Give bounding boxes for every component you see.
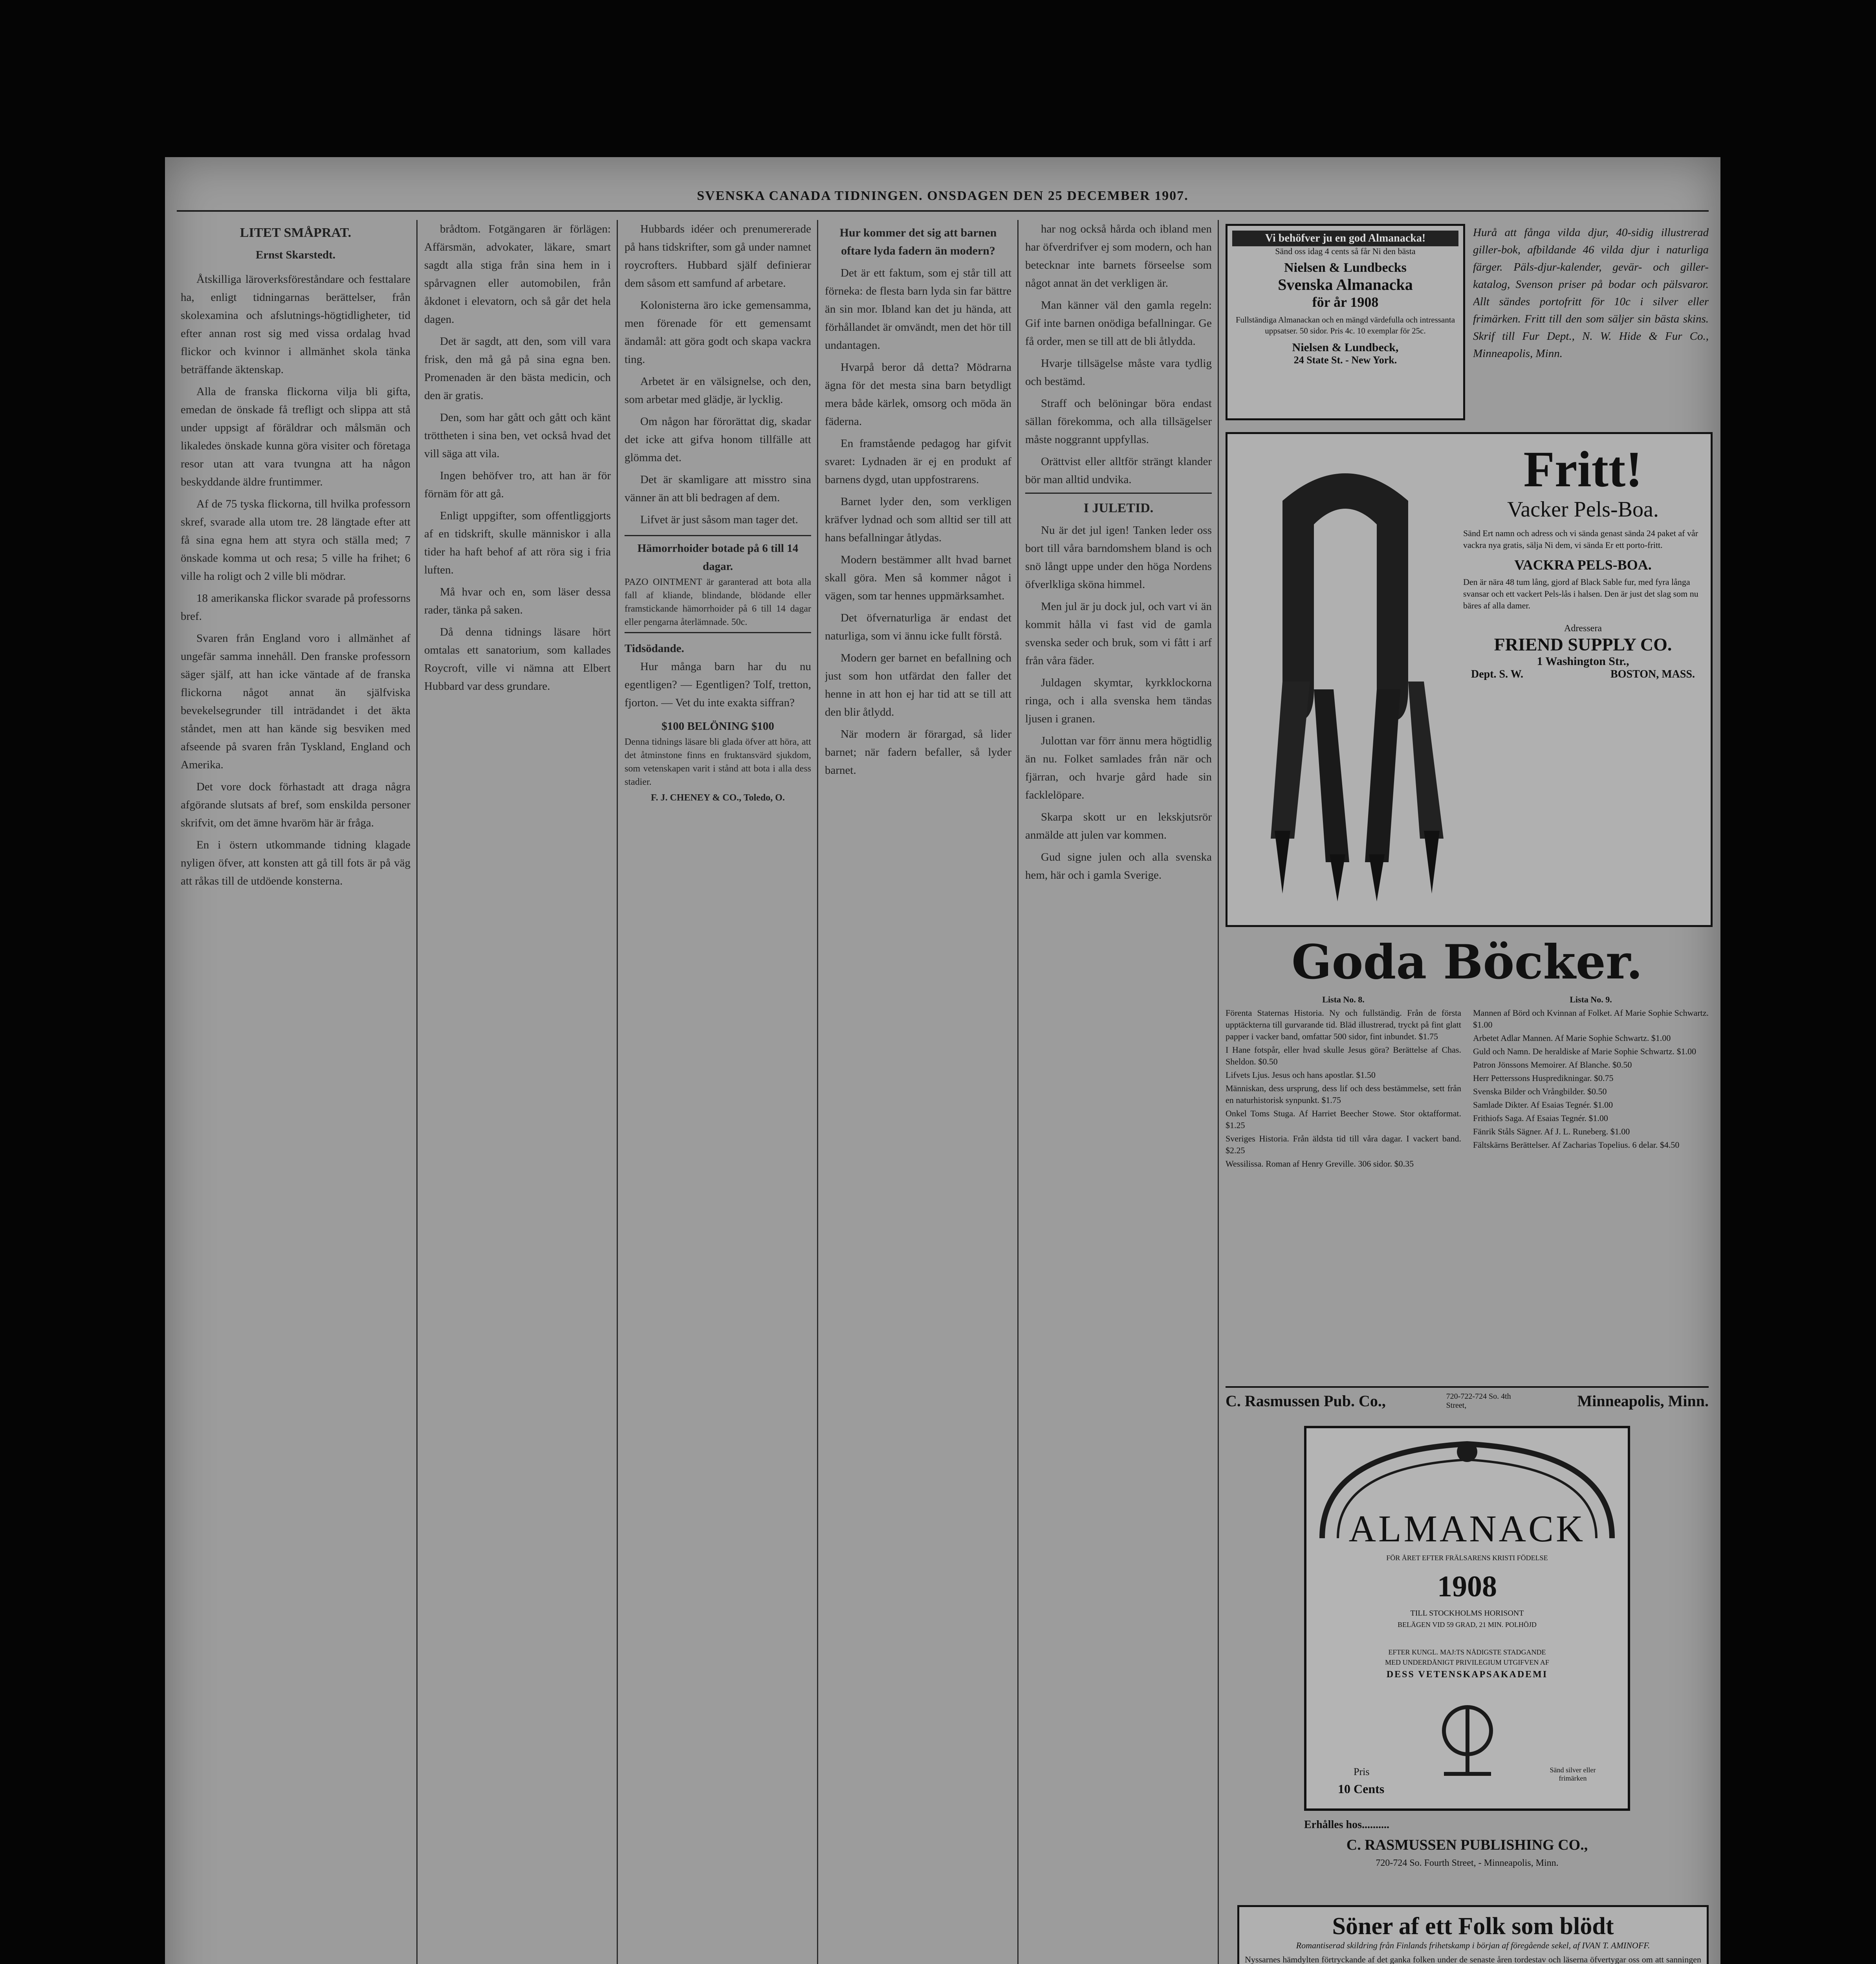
book-list-right: [1473, 994, 1709, 1171]
column-3: [625, 220, 811, 1964]
byline: Ernst Skarstedt.: [255, 249, 335, 261]
ad-title: Söner af ett Folk som blödt: [1332, 1913, 1614, 1940]
book-item: Människan, dess ursprung, dess lif och dess bestämmelse, sett från en naturhistorisk synpunkt. $1.75: [1226, 1083, 1461, 1105]
emblem-icon: [1424, 1695, 1511, 1782]
almanack-price-label: Pris: [1354, 1766, 1370, 1777]
almanack-year: 1908: [1437, 1570, 1497, 1603]
paragraph: Svaren från England voro i allmänhet af ungefär samma innehåll. Den franske professorn säger själf, att han icke väntade af de franska flickorna något annat än själfviska bevekelsegrunder till inträdandet i det äkta ståndet, men att han kände sig besviken med afseende på svaren från Tyskland, England och Amerika.: [181, 632, 410, 771]
fur-boa-ad: [1226, 432, 1713, 927]
column-1: [181, 220, 410, 1964]
paragraph: Julottan var förr ännu mera högtidlig än nu. Folket samlades från när och fjärran, och hvarje gård hade sin facklelöpare.: [1025, 735, 1212, 801]
ad-city: BOSTON, MASS.: [1610, 668, 1695, 680]
ad-title: Goda Böcker.: [1292, 935, 1643, 990]
almanack-address: 720-724 So. Fourth Street, - Minneapolis, Minn.: [1376, 1858, 1559, 1868]
book-item: Förenta Staternas Historia. Ny och fullständig. Från de första upptäckterna till gurvarande tid. Bläd illustrerad, tryckt på fint glatt papper i vacker band, omfattar 500 sidor, fint inbundet. $1.75: [1226, 1008, 1461, 1041]
almanack-title: ALMANACK: [1348, 1508, 1586, 1550]
paragraph: Kolonisterna äro icke gemensamma, men förenade för ett gemensamt ändamål: att göra godt och skapa vackra ting.: [625, 299, 811, 366]
ad-text: Fullständiga Almanackan och en mängd värdefulla och intressanta uppsatser. 50 sidor. Pris 4c. 10 exemplar för 25c.: [1235, 315, 1455, 335]
column-divider: [1218, 220, 1219, 1964]
ad-address: Nielsen & Lundbeck,: [1292, 341, 1399, 354]
publisher-city: Minneapolis, Minn.: [1577, 1392, 1709, 1410]
almanack-publisher: C. RASMUSSEN PUBLISHING CO.,: [1346, 1837, 1588, 1853]
almanack-text: TILL STOCKHOLMS HORISONT: [1410, 1609, 1524, 1618]
paragraph: Hvarpå beror då detta? Mödrarna ägna för det mesta sina barn betydligt mera både kärlek, omsorg och möda än fäderna.: [825, 361, 1011, 428]
column-divider: [617, 220, 618, 1964]
ad-subtitle: Romantiserad skildring från Finlands frihetskamp i början af föregående sekel, af IVAN T. AMINOFF.: [1296, 1940, 1650, 1950]
book-item: Lifvets Ljus. Jesus och hans apostlar. $1.50: [1226, 1070, 1376, 1080]
books-lists: [1226, 994, 1709, 1171]
almanack-text: FÖR ÅRET EFTER FRÄLSARENS KRISTI FÖDELSE: [1386, 1554, 1548, 1562]
paragraph: brådtom. Fotgängaren är förlägen: Affärsmän, advokater, läkare, smart sagdt alla stiga från sina hem in i spårvagnen eller automobilen, från åkdonet i elevatorn, och så går det hela dagen.: [424, 223, 611, 326]
ad-text: Nyssarnes hämdylten förtryckande af det ganka folken under de senaste åren tordestav och läserna öfvertygar oss om att sanningen: [1245, 1955, 1701, 1964]
book-item: Svenska Bilder och Vrångbilder. $0.50: [1473, 1086, 1607, 1096]
ad-title: Fritt!: [1523, 441, 1643, 498]
paragraph: När modern är förargad, så lider barnet; när fadern befaller, så lyder barnet.: [825, 728, 1011, 777]
ad-line: Sänd oss idag 4 cents så får Ni den bästa: [1275, 246, 1416, 256]
paragraph: Det är sagdt, att den, som vill vara frisk, den må gå på sina egna ben. Promenaden är den bästa medicin, och den är gratis.: [424, 335, 611, 402]
book-item: Wessilissa. Roman af Henry Greville. 306 sidor. $0.35: [1226, 1159, 1414, 1169]
list-label: Lista No. 8.: [1322, 995, 1365, 1004]
ad-title: Svenska Almanacka: [1278, 276, 1413, 293]
ad-text: Den är nära 48 tum lång, gjord af Black Sable fur, med fyra långa svansar och ett vackert Pels-lås i halsen. Den är just det slag som nu bäres af alla damer.: [1463, 577, 1698, 610]
paragraph: En framstående pedagog har gifvit svaret: Lydnaden är ej en produkt af barnens dygd, utan uppfostrarens.: [825, 437, 1011, 486]
almanack-text: EFTER KUNGL. MAJ:TS NÅDIGSTE STADGANDE: [1388, 1648, 1546, 1656]
newspaper-page: [165, 157, 1720, 1964]
books-publisher: [1226, 1386, 1709, 1410]
books-ad: [1226, 935, 1709, 1414]
paragraph: Skarpa skott ur en lekskjutsrör anmälde att julen var kommen.: [1025, 811, 1212, 841]
almanack-text: DESS VETENSKAPSAKADEMI: [1386, 1669, 1548, 1680]
page-header: SVENSKA CANADA TIDNINGEN. ONSDAGEN DEN 25 DECEMBER 1907.: [697, 189, 1189, 203]
paragraph: Men jul är ju dock jul, och vart vi än kommit hålla vi fast vid de gamla svenska seder och bruk, som vi fått i arf från våra fäder.: [1025, 600, 1212, 667]
book-item: I Hane fotspår, eller hvad skulle Jesus göra? Berättelse af Chas. Sheldon. $0.50: [1226, 1045, 1461, 1066]
column-2: [424, 220, 611, 1964]
almanack-text: MED UNDERDÅNIGT PRIVILEGIUM UTGIFVEN AF: [1385, 1658, 1549, 1666]
tidsodande-heading: Tidsödande.: [625, 642, 684, 655]
paragraph: Den, som har gått och gått och känt tröttheten i sina ben, vet också hvad det vill säga att vila.: [424, 411, 611, 460]
paragraph: Af de 75 tyska flickorna, till hvilka professorn skref, svarade alla utom tre. 28 längtade efter att få sina egna hem att styra och ställa med; 7 önskade komma ut och resa; 5 ville ha frihet; 6 ville ha roligt och 2 ville bli mödrar.: [181, 498, 410, 583]
notice-box: [625, 535, 811, 633]
paragraph: Orättvist eller alltför strängt klander bör man alltid undvika.: [1025, 455, 1212, 486]
ad-text: Sänd Ert namn och adress och vi sända genast sända 24 paket af vår vackra nya gratis, sälja Ni dem, vi sända Er ett porto-fritt.: [1463, 528, 1698, 550]
header-rule: [177, 210, 1709, 212]
column-4: [825, 220, 1011, 1964]
book-item: Onkel Toms Stuga. Af Harriet Beecher Stowe. Stor oktafformat. $1.25: [1226, 1108, 1461, 1130]
paragraph: Det är skamligare att misstro sina vänner än att bli bedragen af dem.: [625, 473, 811, 504]
reward-signature: F. J. CHENEY & CO., Toledo, O.: [651, 793, 785, 803]
book-item: Patron Jönssons Memoirer. Af Blanche. $0.50: [1473, 1060, 1632, 1070]
paragraph: Juldagen skymtar, kyrkklockorna ringa, och i alla svenska hem tändas ljusen i granen.: [1025, 676, 1212, 725]
almanack-price: 10 Cents: [1338, 1782, 1385, 1796]
paragraph: 18 amerikanska flickor svarade på professorns bref.: [181, 592, 410, 623]
article-heading: LITET SMÅPRAT.: [240, 225, 352, 240]
ad-address-row: [1463, 668, 1703, 681]
almanack-cover: [1304, 1426, 1630, 1811]
article-heading: Hur kommer det sig att barnen oftare lyda fadern än modern?: [839, 226, 997, 257]
book-item: Arbetet Adlar Mannen. Af Marie Sophie Schwartz. $1.00: [1473, 1033, 1671, 1043]
book-list-left: [1226, 994, 1461, 1171]
paragraph: Straff och belöningar böra endast sällan förekomma, och alla tillsägelser måste noggrannt uppfyllas.: [1025, 397, 1212, 446]
reward-text: Denna tidnings läsare bli glada öfver att höra, att det åtminstone finns en fruktansvärd sjukdom, som vetenskapen varit i stånd att bota i alla dess stadier.: [625, 737, 811, 787]
paragraph: Modern ger barnet en befallning och just som hon utfärdat den faller det henne in att hon ej har tid att se till att den blir åtlydd.: [825, 652, 1011, 718]
book-item: Mannen af Börd och Kvinnan af Folket. Af Marie Sophie Schwartz. $1.00: [1473, 1008, 1709, 1030]
ad-title: Nielsen & Lundbecks: [1284, 260, 1407, 275]
column-divider: [416, 220, 418, 1964]
paragraph: Då denna tidnings läsare hört omtalas ett sanatorium, som kallades Roycroft, ville vi nämna att Elbert Hubbard var dess grundare.: [424, 626, 611, 693]
paragraph: Lifvet är just såsom man tager det.: [640, 513, 798, 526]
paragraph: har nog också hårda och ibland men har öfverdrifver ej som modern, och han betecknar inte barnets förseelse som något annat än det verkligen är.: [1025, 223, 1212, 289]
paragraph: Alla de franska flickorna vilja bli gifta, emedan de önskade få trefligt och slippa att stå under uppsigt af föräldrar och målsmän och likaledes önskade kunna göra visiter och företaga resor utan att vara tvungna att ha någon beskyddande äldre fruntimmer.: [181, 385, 410, 488]
publisher-name: C. Rasmussen Pub. Co.,: [1226, 1392, 1386, 1410]
paragraph: Ingen behöfver tro, att han är för förnäm för att gå.: [424, 469, 611, 500]
ad-text: Adressera: [1564, 623, 1602, 634]
paragraph: Det öfvernaturliga är endast det naturliga, som vi ännu icke fullt förstå.: [825, 612, 1011, 642]
paragraph: Man känner väl den gamla regeln: Gif inte barnen onödiga befallningar. Ge få order, men se till att de bli åtlydda.: [1025, 299, 1212, 348]
paragraph: Hubbards idéer och prenumererade på hans tidskrifter, som gå under namnet roycrofters. Hubbard själf definierar dem såsom ett samfund af arbetare.: [625, 223, 811, 289]
paragraph: Åtskilliga läroverksföreståndare och festtalare ha, enligt tidningarnas berättelser, från skolexamina och afslutnings-högtidligheter, tid efter annan rost sig med vissa ordalag hvad flickor och kvinnor i allmänhet skola tänka beträffande äktenskap.: [181, 273, 410, 376]
column-divider: [817, 220, 818, 1964]
book-item: Herr Petterssons Huspredikningar. $0.75: [1473, 1073, 1614, 1083]
almanack-text: BELÄGEN VID 59 GRAD, 21 MIN. POLHÖJD: [1398, 1621, 1537, 1629]
book-item: Fänrik Ståls Sägner. Af J. L. Runeberg. $1.00: [1473, 1127, 1630, 1136]
notice-text: PAZO OINTMENT är garanterad att bota alla fall af kliande, blindande, blödande eller framstickande hämorrhoider på 6 till 14 dagar eller pengarna återlämnade. 50c.: [625, 577, 811, 627]
paragraph: Hur många barn har du nu egentligen? — Egentligen? Tolf, tretton, fjorton. — Vet du inte exakta siffran?: [625, 660, 811, 709]
book-item: Fältskärns Berättelser. Af Zacharias Topelius. 6 delar. $4.50: [1473, 1140, 1680, 1150]
soner-ad: [1237, 1905, 1709, 1964]
ad-company: FRIEND SUPPLY CO.: [1494, 634, 1672, 654]
paragraph: En i östern utkommande tidning klagade nyligen öfver, att konsten att gå till fots är på väg att råkas till de utdöende konsterna.: [181, 839, 410, 887]
fur-boa-illustration: [1235, 446, 1455, 909]
paragraph: Hvarje tillsägelse måste vara tydlig och bestämd.: [1025, 357, 1212, 388]
column-divider: [1017, 220, 1019, 1964]
ad-line: Vi behöfver ju en god Almanacka!: [1232, 231, 1458, 246]
paragraph: Arbetet är en välsignelse, och den, som arbetar med glädje, är lycklig.: [625, 375, 811, 406]
paragraph: Modern bestämmer allt hvad barnet skall göra. Men så kommer något i vägen, som tar hennes uppmärksamhet.: [825, 553, 1011, 602]
book-item: Samlade Dikter. Af Esaias Tegnér. $1.00: [1473, 1100, 1613, 1110]
almanack-text: Erhålles hos..........: [1304, 1819, 1390, 1831]
ad-address: 24 State St. - New York.: [1293, 354, 1397, 366]
ad-subtitle: Vacker Pels-Boa.: [1507, 497, 1659, 522]
column-5: [1025, 220, 1212, 1964]
fur-ad-text: [1463, 442, 1703, 681]
paragraph: Om någon har förorättat dig, skadar det icke att gifva honom tillfälle att glömma det.: [625, 415, 811, 464]
paragraph: Det är ett faktum, som ej står till att förneka: de flesta barn lyda sin far bättre än sin mor. Ibland kan det ju hända, att förhållandet är omvändt, men det hör till undantagen.: [825, 267, 1011, 352]
ad-address: 1 Washington Str.,: [1537, 655, 1629, 668]
paragraph: Må hvar och en, som läser dessa rader, tänka på saken.: [424, 586, 611, 616]
paragraph: Enligt uppgifter, som offentliggjorts af en tidskrift, skulle människor i alla tider ha haft behof af att röra sig i fria luften.: [424, 509, 611, 576]
ad-dept: Dept. S. W.: [1471, 668, 1524, 680]
almanack-ad: [1304, 1426, 1630, 1885]
book-item: Frithiofs Saga. Af Esaias Tegnér. $1.00: [1473, 1113, 1608, 1123]
ad-heading: VACKRA PELS-BOA.: [1514, 557, 1652, 573]
ad-title: för år 1908: [1312, 294, 1379, 310]
article-heading: I JULETID.: [1025, 493, 1212, 517]
paragraph: Gud signe julen och alla svenska hem, här och i gamla Sverige.: [1025, 851, 1212, 881]
paragraph: Det vore dock förhastadt att draga några afgörande slutsats af bref, som enskilda personer skrifvit, om det ämne hvaröm här är fråga.: [181, 780, 410, 829]
almanac-ad-small: [1226, 224, 1465, 420]
almanack-text: Sänd silver eller frimärken: [1550, 1766, 1596, 1782]
paragraph: Barnet lyder den, som verkligen kräfver lydnad och som alltid ser till att hans befallningar åtlydas.: [825, 495, 1011, 544]
reward-heading: $100 BELÖNING $100: [661, 720, 774, 733]
notice-title: Hämorrhoider botade på 6 till 14 dagar.: [637, 542, 799, 573]
paragraph: Nu är det jul igen! Tanken leder oss bort till våra barndomshem bland is och snö långt uppe under den höga Nordens öfverlkliga sköna himmel.: [1025, 524, 1212, 591]
book-item: Guld och Namn. De heraldiske af Marie Sophie Schwartz. $1.00: [1473, 1046, 1696, 1056]
publisher-address: 720-722-724 So. 4th Street,: [1446, 1392, 1511, 1410]
list-label: Lista No. 9.: [1570, 995, 1612, 1004]
book-item: Sveriges Historia. Från äldsta tid till våra dagar. I vackert band. $2.25: [1226, 1134, 1461, 1155]
fur-trap-ad: Hurå att fånga vilda djur, 40-sidig illustrerad giller-bok, afbildande 46 vilda djur i naturliga färger. Päls-djur-kalender, gevär- och giller-katalog, Svenson priser på bodar och pälsvaror. Allt sändes portofritt för 10c i silver eller frimärken. Fritt till den som säljer sin bästa skins. Skrif till Fur Dept., N. W. Hide & Fur Co., Minneapolis, Minn.: [1473, 226, 1709, 360]
